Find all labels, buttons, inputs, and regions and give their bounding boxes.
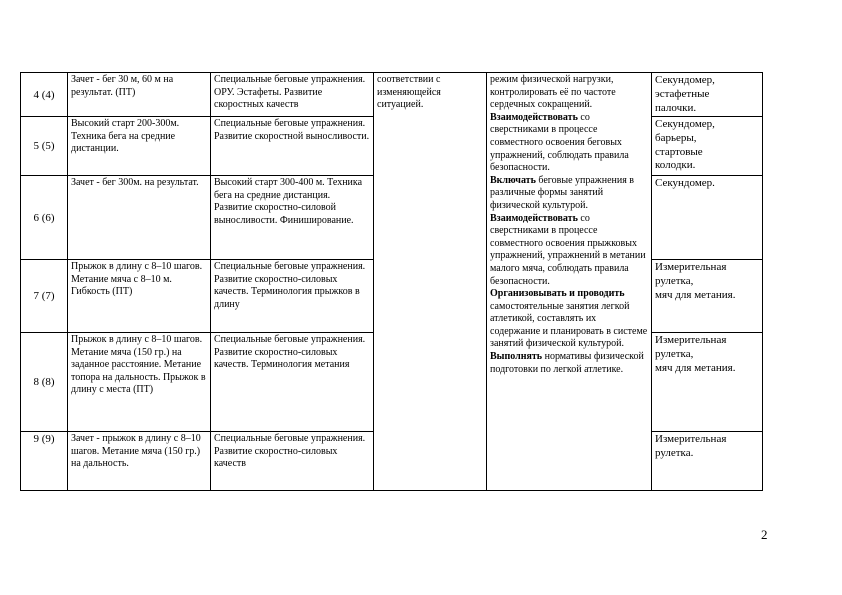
lesson-topic: Высокий старт 200-300м. Техника бега на средние дистанции. bbox=[68, 117, 211, 176]
equipment: Измерительная рулетка. bbox=[652, 432, 763, 491]
lesson-content: Специальные беговые упражнения. Развитие скоростной выносливости. bbox=[211, 117, 374, 176]
activity-text: беговые упражнения в различные формы занятий физической культурой. bbox=[490, 174, 635, 211]
activity-text: нормативы физической подготовки по легкой атлетике. bbox=[490, 351, 644, 375]
lesson-number: 6 (6) bbox=[21, 176, 68, 260]
activity-verb: Выполнять bbox=[490, 351, 543, 363]
lesson-topic: Прыжок в длину с 8–10 шагов. Метание мяча с 8–10 м. Гибкость (ПТ) bbox=[68, 260, 211, 333]
activity-paragraph bbox=[490, 213, 648, 289]
lesson-topic: Зачет - бег 300м. на результат. bbox=[68, 176, 211, 260]
activity-text: самостоятельные занятия легкой атлетикой, составлять их содержание и планировать в системе занятий физической культурой. bbox=[490, 300, 648, 350]
lesson-topic: Зачет - бег 30 м, 60 м на результат. (ПТ) bbox=[68, 73, 211, 117]
shared-column-4: соответствии с изменяющейся ситуацией. bbox=[374, 73, 487, 491]
activity-paragraph bbox=[490, 351, 648, 376]
table-row bbox=[21, 73, 763, 117]
lesson-number: 7 (7) bbox=[21, 260, 68, 333]
equipment: Секундомер. bbox=[652, 176, 763, 260]
lesson-content: Специальные беговые упражнения. Развитие скоростно-силовых качеств. Терминология метания bbox=[211, 333, 374, 432]
activity-verb: Организовывать и проводить bbox=[490, 288, 625, 300]
page-number: 2 bbox=[761, 527, 768, 542]
activity-verb: Взаимодействовать bbox=[490, 111, 578, 123]
lesson-number: 8 (8) bbox=[21, 333, 68, 432]
lesson-number: 5 (5) bbox=[21, 117, 68, 176]
lesson-topic: Зачет - прыжок в длину с 8–10 шагов. Метание мяча (150 гр.) на дальность. bbox=[68, 432, 211, 491]
lesson-content: Специальные беговые упражнения. ОРУ. Эстафеты. Развитие скоростных качеств bbox=[211, 73, 374, 117]
lesson-content: Высокий старт 300-400 м. Техника бега на средние дистанция. Развитие скоростно-силовой выносливости. Финиширование. bbox=[211, 176, 374, 260]
activity-verb: Включать bbox=[490, 174, 536, 186]
activity-paragraph bbox=[490, 288, 648, 351]
activity-paragraph bbox=[490, 112, 648, 175]
activity-paragraph bbox=[490, 74, 648, 112]
activity-verb: Взаимодействовать bbox=[490, 212, 578, 224]
equipment: Измерительная рулетка, мяч для метания. bbox=[652, 333, 763, 432]
lesson-number: 4 (4) bbox=[21, 73, 68, 117]
equipment: Секундомер, барьеры, стартовые колодки. bbox=[652, 117, 763, 176]
lesson-topic: Прыжок в длину с 8–10 шагов. Метание мяча (150 гр.) на заданное расстояние. Метание топора на дальность. Прыжок в длину с места (ПТ) bbox=[68, 333, 211, 432]
lesson-content: Специальные беговые упражнения. Развитие скоростно-силовых качеств. Терминология прыжков в длину bbox=[211, 260, 374, 333]
lesson-number: 9 (9) bbox=[21, 432, 68, 491]
lesson-plan-table bbox=[20, 72, 763, 491]
activity-paragraph bbox=[490, 175, 648, 213]
equipment: Секундомер, эстафетные палочки. bbox=[652, 73, 763, 117]
activity-text: режим физической нагрузки, контролировать её по частоте сердечных сокращений. bbox=[490, 74, 616, 111]
activity-description bbox=[487, 73, 652, 491]
activity-text: со сверстниками в процессе совместного освоения прыжковых упражнений, упражнений в метании малого мяча, соблюдать правила безопасности. bbox=[490, 212, 646, 287]
activity-text: со сверстниками в процессе совместного освоения беговых упражнений, соблюдать правила безопасности. bbox=[490, 111, 629, 174]
equipment: Измерительная рулетка, мяч для метания. bbox=[652, 260, 763, 333]
lesson-content: Специальные беговые упражнения. Развитие скоростно-силовых качеств bbox=[211, 432, 374, 491]
